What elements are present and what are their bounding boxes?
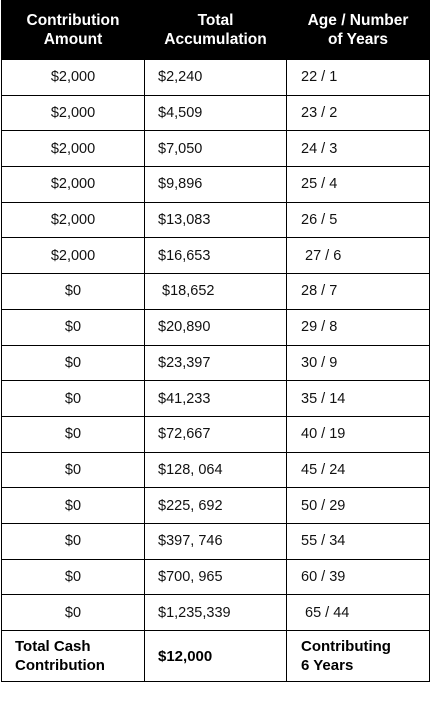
contribution-amount-cell: $2,000 bbox=[2, 202, 145, 238]
table-row bbox=[2, 345, 430, 381]
footer-line: 6 Years bbox=[301, 657, 354, 674]
total-accumulation-cell: $41,233 bbox=[145, 381, 287, 417]
header-contribution-amount bbox=[2, 1, 145, 60]
footer-line: Contribution bbox=[15, 657, 105, 674]
total-cash-contribution-value bbox=[145, 631, 287, 682]
footer-line: Contributing bbox=[301, 638, 391, 655]
table-row bbox=[2, 131, 430, 167]
table-row bbox=[2, 60, 430, 96]
age-years-cell: 65 / 44 bbox=[287, 595, 430, 631]
contribution-amount-cell: $0 bbox=[2, 452, 145, 488]
contribution-amount-cell: $0 bbox=[2, 488, 145, 524]
contribution-amount-cell: $0 bbox=[2, 345, 145, 381]
contributing-years-summary bbox=[287, 631, 430, 682]
contribution-amount-cell: $0 bbox=[2, 595, 145, 631]
total-accumulation-cell: $16,653 bbox=[145, 238, 287, 274]
contribution-amount-cell: $2,000 bbox=[2, 238, 145, 274]
table-row bbox=[2, 559, 430, 595]
table-body bbox=[2, 60, 430, 631]
header-age-number-of-years bbox=[287, 1, 430, 60]
total-accumulation-cell: $72,667 bbox=[145, 416, 287, 452]
age-years-cell: 28 / 7 bbox=[287, 274, 430, 310]
contribution-amount-cell: $0 bbox=[2, 523, 145, 559]
header-line: Age / Number bbox=[307, 12, 409, 29]
age-years-cell: 23 / 2 bbox=[287, 95, 430, 131]
total-accumulation-cell: $225, 692 bbox=[145, 488, 287, 524]
contribution-amount-cell: $2,000 bbox=[2, 167, 145, 203]
total-accumulation-cell: $23,397 bbox=[145, 345, 287, 381]
age-years-cell: 24 / 3 bbox=[287, 131, 430, 167]
header-line: Contribution bbox=[26, 12, 120, 29]
age-years-cell: 26 / 5 bbox=[287, 202, 430, 238]
table-row bbox=[2, 523, 430, 559]
header-line: Accumulation bbox=[164, 31, 267, 48]
table-row bbox=[2, 167, 430, 203]
total-accumulation-cell: $2,240 bbox=[145, 60, 287, 96]
total-accumulation-cell: $9,896 bbox=[145, 167, 287, 203]
header-row bbox=[2, 1, 430, 60]
age-years-cell: 22 / 1 bbox=[287, 60, 430, 96]
accumulation-table bbox=[1, 0, 430, 682]
total-row bbox=[2, 631, 430, 682]
age-years-cell: 40 / 19 bbox=[287, 416, 430, 452]
table-row bbox=[2, 416, 430, 452]
total-accumulation-cell: $128, 064 bbox=[145, 452, 287, 488]
contribution-amount-cell: $2,000 bbox=[2, 131, 145, 167]
contribution-amount-cell: $0 bbox=[2, 274, 145, 310]
total-accumulation-cell: $700, 965 bbox=[145, 559, 287, 595]
total-accumulation-cell: $7,050 bbox=[145, 131, 287, 167]
age-years-cell: 50 / 29 bbox=[287, 488, 430, 524]
header-total-accumulation bbox=[145, 1, 287, 60]
contribution-amount-cell: $0 bbox=[2, 309, 145, 345]
header-line: Amount bbox=[43, 31, 103, 48]
table-row bbox=[2, 238, 430, 274]
total-accumulation-cell: $20,890 bbox=[145, 309, 287, 345]
contribution-amount-cell: $0 bbox=[2, 381, 145, 417]
age-years-cell: 25 / 4 bbox=[287, 167, 430, 203]
table-row bbox=[2, 595, 430, 631]
table-row bbox=[2, 488, 430, 524]
contribution-amount-cell: $2,000 bbox=[2, 95, 145, 131]
total-accumulation-cell: $1,235,339 bbox=[145, 595, 287, 631]
age-years-cell: 30 / 9 bbox=[287, 345, 430, 381]
table-row bbox=[2, 381, 430, 417]
table-row bbox=[2, 452, 430, 488]
age-years-cell: 60 / 39 bbox=[287, 559, 430, 595]
contribution-amount-cell: $2,000 bbox=[2, 60, 145, 96]
table-row bbox=[2, 202, 430, 238]
age-years-cell: 27 / 6 bbox=[287, 238, 430, 274]
age-years-cell: 29 / 8 bbox=[287, 309, 430, 345]
age-years-cell: 35 / 14 bbox=[287, 381, 430, 417]
total-cash-contribution-label bbox=[2, 631, 145, 682]
table-header bbox=[2, 1, 430, 60]
header-line: Total bbox=[197, 12, 234, 29]
age-years-cell: 45 / 24 bbox=[287, 452, 430, 488]
footer-line: Total Cash bbox=[15, 638, 91, 655]
table-row bbox=[2, 95, 430, 131]
total-accumulation-cell: $18,652 bbox=[145, 274, 287, 310]
age-years-cell: 55 / 34 bbox=[287, 523, 430, 559]
footer-line: $12,000 bbox=[158, 647, 213, 665]
table-row bbox=[2, 309, 430, 345]
total-accumulation-cell: $397, 746 bbox=[145, 523, 287, 559]
total-accumulation-cell: $4,509 bbox=[145, 95, 287, 131]
contribution-amount-cell: $0 bbox=[2, 416, 145, 452]
contribution-amount-cell: $0 bbox=[2, 559, 145, 595]
header-line: of Years bbox=[327, 31, 389, 48]
table-footer bbox=[2, 631, 430, 682]
table-row bbox=[2, 274, 430, 310]
total-accumulation-cell: $13,083 bbox=[145, 202, 287, 238]
